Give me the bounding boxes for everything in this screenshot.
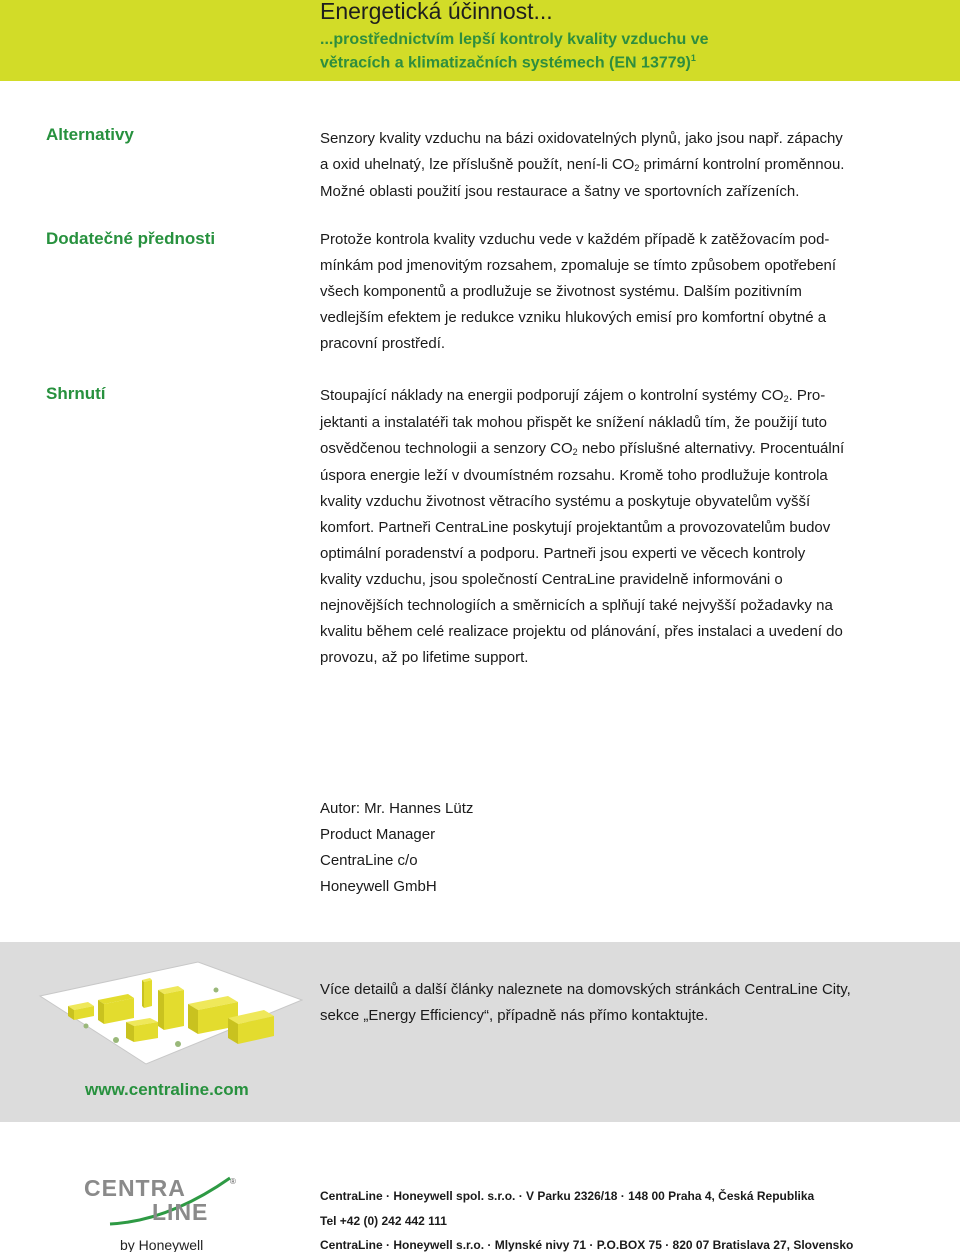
text-line [320,645,920,671]
text-fragment: nejnovějších technologiích a směrnicích a splňují také nejvyšší požadavky na [320,597,833,614]
promo-text [320,977,851,1029]
text-fragment: Senzory kvality vzduchu na bázi oxidovatelných plynů, jako jsou např. zápachy [320,130,843,147]
section-text-alternatives [320,126,920,205]
city-illustration [38,960,304,1068]
text-line [320,305,920,331]
text-line [320,383,920,410]
text-fragment: kvality vzduchu životnost větracího systému a poskytuje obyvatelům vyšší [320,493,811,510]
svg-text:CENTRA: CENTRA [84,1175,186,1201]
subtitle-line-2 [320,49,709,72]
text-fragment: všech komponentů a prodlužuje se životnost systému. Dalším pozitivním [320,283,802,300]
svg-text:by Honeywell: by Honeywell [120,1237,204,1252]
svg-text:®: ® [230,1177,236,1186]
footer-address-sk: CentraLine · Honeywell s.r.o. · Mlynské nivy 71 · P.O.BOX 75 · 820 07 Bratislava 27, Slovensko [320,1238,854,1252]
promo-line-2: sekce „Energy Efficiency“, případně nás přímo kontaktujte. [320,1007,709,1024]
centraline-logo [80,1172,260,1252]
footnote-marker: 1 [690,53,696,63]
text-line [320,279,920,305]
subtitle-line-1: ...prostřednictvím lepší kontroly kvality vzduchu ve [320,31,709,48]
page-title: Energetická účinnost... [320,0,553,24]
text-line [320,593,920,619]
subscript: 2 [783,394,789,404]
text-fragment: jektanti a instalatéři tak mohou přispět ke snížení nákladů tím, že použijí tuto [320,414,827,431]
text-fragment: Možné oblasti použití jsou restaurace a šatny ve sportovních zařízeních. [320,183,800,200]
text-fragment: . Pro- [788,387,826,404]
section-label-alternatives: Alternativy [46,125,134,144]
text-line [320,179,920,205]
text-line [320,515,920,541]
text-line [320,489,920,515]
text-line [320,126,920,152]
text-fragment: nebo příslušné alternativy. Procentuální [577,440,845,457]
text-fragment: kvalitu během celé realizace projektu od plánování, přes instalaci a uvedení do [320,623,843,640]
subscript: 2 [572,447,578,457]
author-parent-company: Honeywell GmbH [320,878,437,895]
text-fragment: mínkám pod jmenovitým rozsahem, zpomaluje se tímto způsobem opotřebení [320,257,837,274]
author-company: CentraLine c/o [320,852,418,869]
subscript: 2 [634,163,640,173]
text-fragment: primární kontrolní proměnnou. [639,156,845,173]
text-line [320,463,920,489]
text-fragment: Protože kontrola kvality vzduchu vede v každém případě k zatěžovacím pod- [320,231,830,248]
text-line [320,410,920,436]
section-label-additional-benefits: Dodatečné přednosti [46,229,216,248]
text-line [320,253,920,279]
text-line [320,436,920,463]
text-line [320,227,920,253]
subtitle-line-2-text: větracích a klimatizačních systémech (EN 13779) [320,54,691,72]
promo-line-1: Více detailů a další články naleznete na domovských stránkách CentraLine City, [320,981,851,998]
section-label-summary: Shrnutí [46,384,106,403]
text-fragment: úspora energie leží v dvoumístném rozsahu. Kromě toho prodlužuje kontrola [320,467,828,484]
text-fragment: optimální poradenství a podporu. Partneři jsou experti ve věcech kontroly [320,545,806,562]
text-line [320,619,920,645]
text-line [320,567,920,593]
text-fragment: vedlejším efektem je redukce vzniku hlukových emisí pro komfortní obytné a [320,309,827,326]
text-fragment: a oxid uhelnatý, lze příslušně použít, není-li CO [320,156,635,173]
website-link[interactable]: www.centraline.com [85,1080,249,1099]
text-fragment: osvědčenou technologii a senzory CO [320,440,573,457]
text-line [320,541,920,567]
footer-address-cz: CentraLine · Honeywell spol. s.r.o. · V Parku 2326/18 · 148 00 Praha 4, Česká Republika [320,1189,815,1203]
footer-phone: Tel +42 (0) 242 442 111 [320,1214,447,1228]
text-fragment: kvality vzduchu, jsou společností CentraLine pravidelně informováni o [320,571,783,588]
author-block [320,796,473,900]
author-role: Product Manager [320,826,436,843]
author-name: Autor: Mr. Hannes Lütz [320,800,474,817]
text-fragment: komfort. Partneři CentraLine poskytují projektantům a provozovatelům budov [320,519,831,536]
text-fragment: Stoupající náklady na energii podporují zájem o kontrolní systémy CO [320,387,784,404]
text-fragment: provozu, až po lifetime support. [320,649,529,666]
svg-text:LINE: LINE [152,1199,209,1225]
text-fragment: pracovní prostředí. [320,335,446,352]
page-subtitle [320,30,709,72]
section-text-additional-benefits [320,227,920,357]
text-line [320,152,920,179]
section-text-summary [320,383,920,671]
text-line [320,331,920,357]
header-band [0,0,960,81]
